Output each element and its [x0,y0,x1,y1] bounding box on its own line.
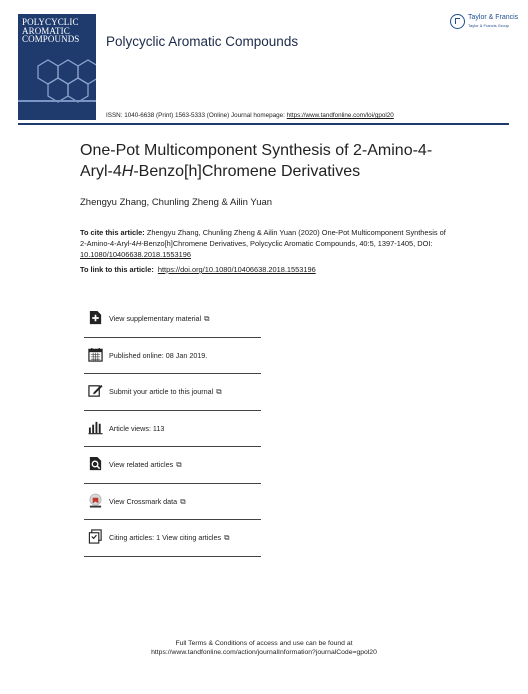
footer-terms-url[interactable]: https://www.tandfonline.com/action/journalInformation?journalCode=gpol20 [151,649,377,656]
external-link-icon: ⧉ [180,496,186,506]
journal-cover[interactable] [18,14,96,120]
article-actions [84,301,261,557]
citation-italic: H [135,239,142,248]
related-articles-icon [88,456,103,471]
journal-homepage-link[interactable]: https://www.tandfonline.com/loi/gpol20 [286,112,394,119]
action-label: View related articles [109,460,174,469]
article-title-part: -Benzo[h]Chromene Derivatives [133,163,361,180]
publisher-subtitle: Taylor & Francis Group [468,23,509,28]
action-supplementary-material[interactable] [84,301,261,338]
action-published-online [84,338,261,375]
action-label: View Crossmark data [109,496,178,506]
issn-text: ISSN: 1040-6638 (Print) 1563-5333 (Online) Journal homepage: [106,112,287,119]
action-label: Submit your article to this journal [109,387,214,396]
edit-icon [88,383,103,398]
external-link-icon: ⧉ [216,387,222,396]
action-submit-article[interactable] [84,374,261,411]
article-title [80,140,460,182]
cover-title [22,18,94,44]
supplementary-icon [88,310,103,325]
action-crossmark-data[interactable] [84,484,261,521]
action-label: Citing articles: 1 View citing articles [109,533,222,542]
authors: Zhengyu Zhang, Chunling Zheng & Ailin Yuan [80,197,273,208]
action-label: Published online: 08 Jan 2019. [109,350,208,360]
action-label: Article views: 113 [109,423,165,433]
doi-link[interactable]: 10.1080/10406638.2018.1553196 [80,250,191,259]
publisher-name: Taylor & Francis [468,14,519,21]
citation-label: To cite this article: [80,228,145,237]
action-label: View supplementary material [109,314,202,323]
action-citing-articles[interactable] [84,520,261,557]
publisher-logo[interactable] [450,13,520,35]
footer-terms: Full Terms & Conditions of access and use can be found at [175,640,353,647]
external-link-icon: ⧉ [204,314,210,323]
citation [80,227,450,260]
issn-line [106,112,394,119]
external-link-icon: ⧉ [176,460,182,469]
header-divider [18,123,509,125]
article-title-part: One-Pot Multicomponent Synthesis of 2-Amino-4-Aryl-4 [80,142,433,180]
cover-title-line: POLYCYCLIC [22,17,79,27]
citation-text: -Benzo[h]Chromene Derivatives, Polycyclic Aromatic Compounds, 40:5, 1397-1405, DOI: [141,239,433,248]
citing-articles-icon [88,529,103,544]
cover-title-line: AROMATIC [22,25,70,36]
citation-text: Zhengyu Zhang, Chunling Zheng & Ailin Yuan (2020) One-Pot Multicomponent Synthesis of 2-Amino-4-Aryl-4 [80,228,446,248]
link-label: To link to this article: [80,265,154,274]
article-doi-url[interactable]: https://doi.org/10.1080/10406638.2018.1553196 [157,265,316,274]
crossmark-icon [88,493,103,508]
action-article-views [84,411,261,448]
taylor-francis-icon [450,14,465,29]
cover-band [18,100,96,102]
external-link-icon: ⧉ [224,533,230,542]
calendar-icon [88,347,103,362]
article-title-italic: H [121,163,134,180]
cover-title-line: COMPOUNDS [22,34,80,44]
journal-name[interactable]: Polycyclic Aromatic Compounds [106,34,299,49]
action-related-articles[interactable] [84,447,261,484]
article-link-line [80,265,316,274]
bar-chart-icon [88,420,103,435]
